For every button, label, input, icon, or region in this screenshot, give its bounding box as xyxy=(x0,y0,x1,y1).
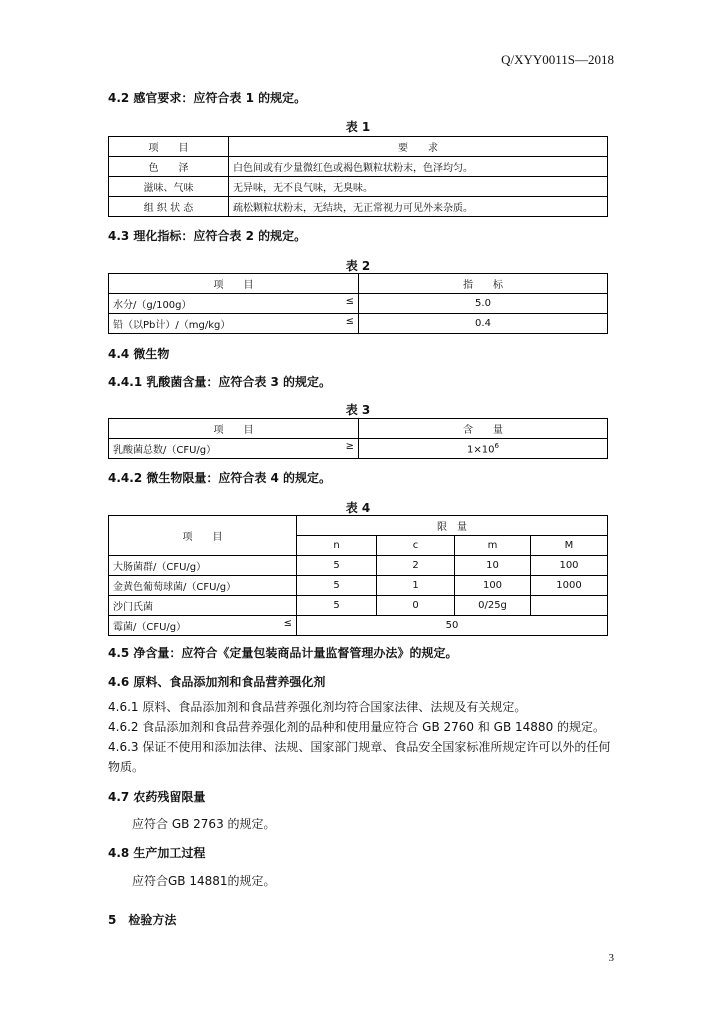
table-row xyxy=(109,157,608,177)
table-3-header-content: 含 量 xyxy=(359,419,608,439)
table-row xyxy=(109,314,608,334)
table-cell: 组 织 状 态 xyxy=(109,197,229,217)
less-equal-symbol: ≤ xyxy=(345,316,354,327)
table-1-header-requirement: 要 求 xyxy=(229,137,608,157)
paragraph-4-6-3: 4.6.3 保证不使用和添加法律、法规、国家部门规章、食品安全国家标准所规定许可以外的任何物质。 xyxy=(108,740,611,774)
table-row xyxy=(109,177,608,197)
table-3 xyxy=(108,418,608,459)
table-cell: 乳酸菌总数/（CFU/g） xyxy=(113,445,217,456)
table-cell: 沙门氏菌 xyxy=(109,596,297,616)
table-cell: 5 xyxy=(297,556,377,576)
table-3-caption: 表 3 xyxy=(345,403,371,417)
table-cell: 金黄色葡萄球菌/（CFU/g） xyxy=(109,576,297,596)
section-5-heading: 5 检验方法 xyxy=(108,913,177,927)
table-cell: 1000 xyxy=(531,576,608,596)
table-cell xyxy=(531,596,608,616)
less-equal-symbol: ≤ xyxy=(283,618,292,629)
table-row xyxy=(109,294,608,314)
table-2 xyxy=(108,273,608,334)
table-row xyxy=(109,197,608,217)
paragraph-4-6-1: 4.6.1 原料、食品添加剂和食品营养强化剂均符合国家法律、法规及有关规定。 xyxy=(108,700,527,714)
table-4-subheader-M: M xyxy=(531,536,608,556)
table-row xyxy=(109,576,608,596)
paragraph-4-7: 应符合 GB 2763 的规定。 xyxy=(132,817,276,831)
section-4-3-heading: 4.3 理化指标：应符合表 2 的规定。 xyxy=(108,229,307,243)
table-4-subheader-n: n xyxy=(297,536,377,556)
table-cell: 5 xyxy=(297,596,377,616)
exponent: 6 xyxy=(494,441,499,450)
table-cell: 0/25g xyxy=(455,596,531,616)
table-2-caption: 表 2 xyxy=(345,259,371,273)
table-cell: 2 xyxy=(377,556,455,576)
table-4-header-item: 项 目 xyxy=(109,516,297,556)
table-row xyxy=(109,596,608,616)
table-cell: 疏松颗粒状粉末，无结块，无正常视力可见外来杂质。 xyxy=(229,197,608,217)
table-cell: 0 xyxy=(377,596,455,616)
table-cell: 1 xyxy=(377,576,455,596)
table-row xyxy=(109,439,608,459)
table-cell: 大肠菌群/（CFU/g） xyxy=(109,556,297,576)
section-4-7-heading: 4.7 农药残留限量 xyxy=(108,790,206,804)
table-2-header-item: 项 目 xyxy=(109,274,359,294)
table-4 xyxy=(108,515,608,636)
section-4-4-heading: 4.4 微生物 xyxy=(108,347,170,361)
paragraph-4-6-2: 4.6.2 食品添加剂和食品营养强化剂的品种和使用量应符合 GB 2760 和 GB 14880 的规定。 xyxy=(108,720,606,734)
table-cell: 霉菌/（CFU/g） xyxy=(113,622,187,633)
table-2-header-indicator: 指 标 xyxy=(359,274,608,294)
page-number: 3 xyxy=(608,952,614,964)
section-4-4-2-heading: 4.4.2 微生物限量：应符合表 4 的规定。 xyxy=(108,471,332,485)
table-row xyxy=(109,556,608,576)
table-4-header-limit: 限 量 xyxy=(297,516,608,536)
table-cell: 0.4 xyxy=(359,314,608,334)
section-4-5-heading: 4.5 净含量：应符合《定量包装商品计量监督管理办法》的规定。 xyxy=(108,646,458,660)
table-cell: 5 xyxy=(297,576,377,596)
table-1-caption: 表 1 xyxy=(345,120,371,134)
table-row xyxy=(109,616,608,636)
table-cell: 100 xyxy=(531,556,608,576)
section-4-4-1-heading: 4.4.1 乳酸菌含量：应符合表 3 的规定。 xyxy=(108,375,332,389)
document-code: Q/XYY0011S—2018 xyxy=(501,52,614,67)
table-cell: 50 xyxy=(297,616,608,636)
paragraph-4-8: 应符合GB 14881的规定。 xyxy=(132,874,276,888)
section-4-6-heading: 4.6 原料、食品添加剂和食品营养强化剂 xyxy=(108,675,326,689)
table-cell: 滋味、气味 xyxy=(109,177,229,197)
less-equal-symbol: ≤ xyxy=(345,296,354,307)
table-cell: 10 xyxy=(455,556,531,576)
table-cell: 100 xyxy=(455,576,531,596)
table-4-caption: 表 4 xyxy=(345,501,371,515)
table-4-subheader-c: c xyxy=(377,536,455,556)
table-cell: 铅（以Pb计）/（mg/kg） xyxy=(113,320,231,331)
table-1 xyxy=(108,136,608,217)
table-3-header-item: 项 目 xyxy=(109,419,359,439)
table-cell: 5.0 xyxy=(359,294,608,314)
table-cell: 1×10 xyxy=(467,444,495,456)
table-4-subheader-m: m xyxy=(455,536,531,556)
table-1-header-item: 项 目 xyxy=(109,137,229,157)
greater-equal-symbol: ≥ xyxy=(345,441,354,452)
table-cell: 水分/（g/100g） xyxy=(113,300,192,311)
table-cell: 白色间或有少量微红色或褐色颗粒状粉末，色泽均匀。 xyxy=(229,157,608,177)
section-4-8-heading: 4.8 生产加工过程 xyxy=(108,846,206,860)
section-4-2-heading: 4.2 感官要求：应符合表 1 的规定。 xyxy=(108,91,307,105)
table-cell: 无异味，无不良气味，无臭味。 xyxy=(229,177,608,197)
table-cell: 色 泽 xyxy=(109,157,229,177)
